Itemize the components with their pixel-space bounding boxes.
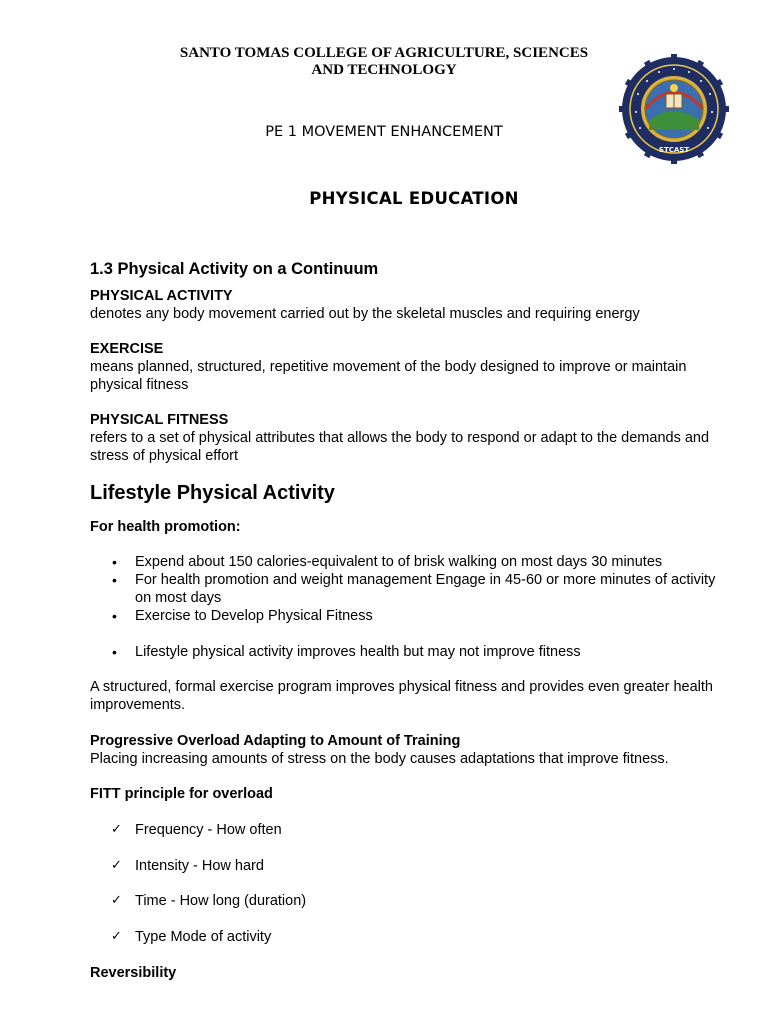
definition-term: EXERCISE xyxy=(90,341,164,357)
list-item: ✓ Type Mode of activity xyxy=(111,928,272,945)
seal-text: STCAST xyxy=(658,146,690,154)
institution-name-line2: AND TECHNOLOGY xyxy=(311,62,457,78)
list-item: ✓ Time - How long (duration) xyxy=(111,893,307,909)
bullet-marker: • xyxy=(112,644,117,660)
list-item: • Expend about 150 calories-equivalent to of brisk walking on most days 30 minutes xyxy=(112,554,663,570)
course-title: PE 1 MOVEMENT ENHANCEMENT xyxy=(265,124,503,140)
checkmark-icon: ✓ xyxy=(111,928,122,944)
definition-physical-activity xyxy=(90,287,730,323)
lifestyle-heading: Lifestyle Physical Activity xyxy=(90,482,335,504)
list-item: • Exercise to Develop Physical Fitness xyxy=(112,608,373,624)
list-item: ✓ Frequency - How often xyxy=(111,822,282,838)
checkmark-icon: ✓ xyxy=(111,857,122,873)
bullet-marker: • xyxy=(112,572,117,588)
lifestyle-note-list xyxy=(90,643,730,661)
definition-text: refers to a set of physical attributes that allows the body to respond or adapt to the demands and stress of physical effort xyxy=(90,430,710,464)
health-promotion-list xyxy=(90,553,730,625)
checkmark-icon: ✓ xyxy=(111,893,122,908)
health-promotion-subheading: For health promotion: xyxy=(90,519,241,535)
fitt-list xyxy=(90,821,730,946)
college-seal-logo xyxy=(619,54,729,164)
list-item: ✓ Intensity - How hard xyxy=(111,857,264,874)
document-body xyxy=(90,259,730,982)
structured-exercise-paragraph: A structured, formal exercise program improves physical fitness and provides even greater health improvements. xyxy=(90,679,713,713)
progressive-overload-text: Placing increasing amounts of stress on the body causes adaptations that improve fitness. xyxy=(90,751,669,767)
progressive-overload-heading: Progressive Overload Adapting to Amount of Training xyxy=(90,733,461,749)
list-item: • For health promotion and weight management Engage in 45-60 or more minutes of activity on most days xyxy=(112,572,716,606)
definition-text: means planned, structured, repetitive movement of the body designed to improve or maintain physical fitness xyxy=(90,359,687,393)
bullet-marker: • xyxy=(112,554,117,570)
checkmark-icon: ✓ xyxy=(111,822,122,837)
institution-name xyxy=(150,45,618,79)
bullet-marker: • xyxy=(112,608,117,624)
list-item: • Lifestyle physical activity improves health but may not improve fitness xyxy=(112,644,581,660)
document-title: PHYSICAL EDUCATION xyxy=(309,189,519,208)
definition-term: PHYSICAL ACTIVITY xyxy=(90,288,233,304)
reversibility-heading: Reversibility xyxy=(90,964,177,981)
fitt-heading: FITT principle for overload xyxy=(90,786,273,802)
definition-exercise xyxy=(90,340,730,394)
definition-text: denotes any body movement carried out by the skeletal muscles and requiring energy xyxy=(90,306,640,322)
institution-name-line1: SANTO TOMAS COLLEGE OF AGRICULTURE, SCIENCES xyxy=(179,45,589,61)
definition-physical-fitness xyxy=(90,411,730,465)
definition-term: PHYSICAL FITNESS xyxy=(90,412,229,428)
section-heading: 1.3 Physical Activity on a Continuum xyxy=(90,260,379,278)
